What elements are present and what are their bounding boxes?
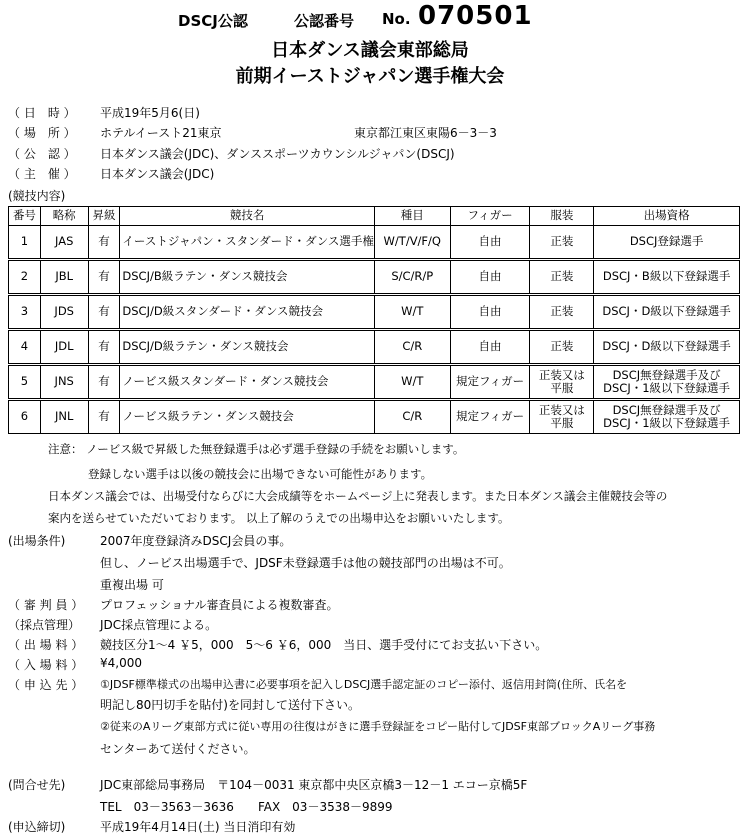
conditions-label: (出場条件) (8, 534, 66, 548)
cell-no: 4 (9, 331, 41, 364)
cell-name: DSCJ/D級スタンダード・ダンス競技会 (120, 296, 375, 329)
cell-figure: 自由 (450, 331, 530, 364)
cell-promo: 有 (88, 331, 120, 364)
cell-promo: 有 (88, 366, 120, 399)
cell-name: DSCJ/D級ラテン・ダンス競技会 (120, 331, 375, 364)
cell-promo: 有 (88, 296, 120, 329)
sanction-label: （ 公 認 ） (8, 147, 76, 161)
header-qual: 出場資格 (594, 207, 740, 226)
sanction-value: 日本ダンス議会(JDC)、ダンススポーツカウンシルジャパン(DSCJ) (100, 147, 455, 161)
table-row (9, 296, 740, 329)
header-no: 番号 (9, 207, 41, 226)
cell-abbr: JBL (40, 261, 88, 294)
cell-events: C/R (374, 401, 450, 434)
cell-figure: 自由 (450, 226, 530, 259)
cell-promo: 有 (88, 226, 120, 259)
title-line-1: 日本ダンス議会東部総局 (271, 40, 469, 61)
deadline-value: 平成19年4月14日(土) 当日消印有効 (100, 820, 296, 834)
approval-number: 070501 (418, 1, 533, 31)
cell-figure: 自由 (450, 296, 530, 329)
cell-events: W/T (374, 296, 450, 329)
cell-abbr: JDS (40, 296, 88, 329)
table-row (9, 226, 740, 259)
cell-qual: DSCJ・B級以下登録選手 (594, 261, 740, 294)
table-row (9, 261, 740, 294)
header-abbr: 略称 (40, 207, 88, 226)
competition-table (8, 206, 740, 434)
cell-qual: DSCJ登録選手 (594, 226, 740, 259)
fee-label: （ 出 場 料 ） (8, 638, 84, 652)
venue-address: 東京都江東区東陽6－3－3 (354, 126, 497, 140)
date-value: 平成19年5月6(日) (100, 106, 200, 120)
table-row (9, 331, 740, 364)
cell-dress: 正装 (530, 261, 594, 294)
competition-label: (競技内容) (8, 189, 66, 203)
judge-label: （ 審 判 員 ） (8, 598, 84, 612)
apply-3: ②従来のAリーグ東部方式に従い専用の往復はがきに選手登録証をコピー貼付してJDSF東部ブロックAリーグ事務 (100, 720, 656, 733)
org-label: DSCJ公認 (178, 12, 248, 30)
cell-dress: 正装 (530, 331, 594, 364)
cell-dress: 正装又は 平服 (530, 366, 594, 399)
conditions-3: 重複出場 可 (100, 578, 164, 592)
header-dress: 服装 (530, 207, 594, 226)
cell-name: ノービス級スタンダード・ダンス競技会 (120, 366, 375, 399)
apply-1: ①JDSF標準様式の出場申込書に必要事項を記入しDSCJ選手認定証のコピー添付、返信用封筒(住所、氏名を (100, 678, 628, 691)
number-prefix: No. (382, 10, 411, 28)
contact-address: JDC東部総局事務局 〒104－0031 東京都中央区京橋3－12－1 エコー京橋5F (100, 778, 528, 792)
cell-no: 6 (9, 401, 41, 434)
cell-dress: 正装 (530, 296, 594, 329)
note-line-2: 登録しない選手は以後の競技会に出場できない可能性があります。 (88, 467, 433, 481)
cell-events: C/R (374, 331, 450, 364)
cell-abbr: JAS (40, 226, 88, 259)
cell-qual: DSCJ・D級以下登録選手 (594, 331, 740, 364)
header-name: 競技名 (120, 207, 375, 226)
apply-label: （ 申 込 先 ） (8, 678, 84, 692)
cell-figure: 規定フィガー (450, 366, 530, 399)
scoring-label: （採点管理） (8, 618, 81, 632)
cell-qual: DSCJ無登録選手及び DSCJ・1級以下登録選手 (594, 401, 740, 434)
header-events: 種目 (374, 207, 450, 226)
cell-no: 5 (9, 366, 41, 399)
title-line-2: 前期イーストジャパン選手権大会 (235, 66, 505, 87)
cell-name: ノービス級ラテン・ダンス競技会 (120, 401, 375, 434)
apply-2: 明記し80円切手を貼付)を同封して送付下さい。 (100, 698, 360, 712)
cell-promo: 有 (88, 261, 120, 294)
cell-qual: DSCJ無登録選手及び DSCJ・1級以下登録選手 (594, 366, 740, 399)
cell-figure: 自由 (450, 261, 530, 294)
apply-4: センターあて送付ください。 (100, 742, 256, 756)
scoring-value: JDC採点管理による。 (100, 618, 218, 632)
cell-events: W/T/V/F/Q (374, 226, 450, 259)
cell-figure: 規定フィガー (450, 401, 530, 434)
cell-no: 2 (9, 261, 41, 294)
cell-dress: 正装又は 平服 (530, 401, 594, 434)
cell-abbr: JDL (40, 331, 88, 364)
venue-value: ホテルイースト21東京 (100, 126, 222, 140)
judge-value: プロフェッショナル審査員による複数審査。 (100, 598, 339, 612)
cell-name: イーストジャパン・スタンダード・ダンス選手権 (120, 226, 375, 259)
entry-value: ¥4,000 (100, 656, 142, 670)
note-line-3: 日本ダンス議会では、出場受付ならびに大会成績等をホームページ上に発表します。また日本ダンス議会主催競技会等の (48, 489, 668, 503)
cell-promo: 有 (88, 401, 120, 434)
cell-no: 3 (9, 296, 41, 329)
header-figure: フィガー (450, 207, 530, 226)
date-label: （ 日 時 ） (8, 106, 76, 120)
table-header-row (9, 207, 740, 226)
organizer-label: （ 主 催 ） (8, 167, 76, 181)
header-promo: 昇級 (88, 207, 120, 226)
table-row (9, 401, 740, 434)
cell-no: 1 (9, 226, 41, 259)
cell-abbr: JNL (40, 401, 88, 434)
fee-value: 競技区分1～4 ￥5，000 5～6 ￥6，000 当日、選手受付にてお支払い下さい。 (100, 638, 548, 652)
venue-label: （ 場 所 ） (8, 126, 76, 140)
contact-phone: TEL 03－3563－3636 FAX 03－3538－9899 (100, 800, 393, 814)
cell-name: DSCJ/B級ラテン・ダンス競技会 (120, 261, 375, 294)
deadline-label: (申込締切) (8, 820, 66, 834)
cell-events: S/C/R/P (374, 261, 450, 294)
cell-qual: DSCJ・D級以下登録選手 (594, 296, 740, 329)
entry-label: （ 入 場 料 ） (8, 658, 84, 672)
approval-label: 公認番号 (294, 12, 355, 30)
conditions-1: 2007年度登録済みDSCJ会員の事。 (100, 534, 292, 548)
cell-dress: 正装 (530, 226, 594, 259)
conditions-2: 但し、ノービス出場選手で、JDSF未登録選手は他の競技部門の出場は不可。 (100, 556, 511, 570)
cell-abbr: JNS (40, 366, 88, 399)
caution-note: 注意： ノービス級で昇級した無登録選手は必ず選手登録の手続をお願いします。 (48, 442, 465, 456)
table-row (9, 366, 740, 399)
contact-label: (問合せ先) (8, 778, 66, 792)
note-line-4: 案内を送らせていただいております。 以上了解のうえでの出場申込をお願いいたします。 (48, 511, 510, 525)
cell-events: W/T (374, 366, 450, 399)
organizer-value: 日本ダンス議会(JDC) (100, 167, 215, 181)
